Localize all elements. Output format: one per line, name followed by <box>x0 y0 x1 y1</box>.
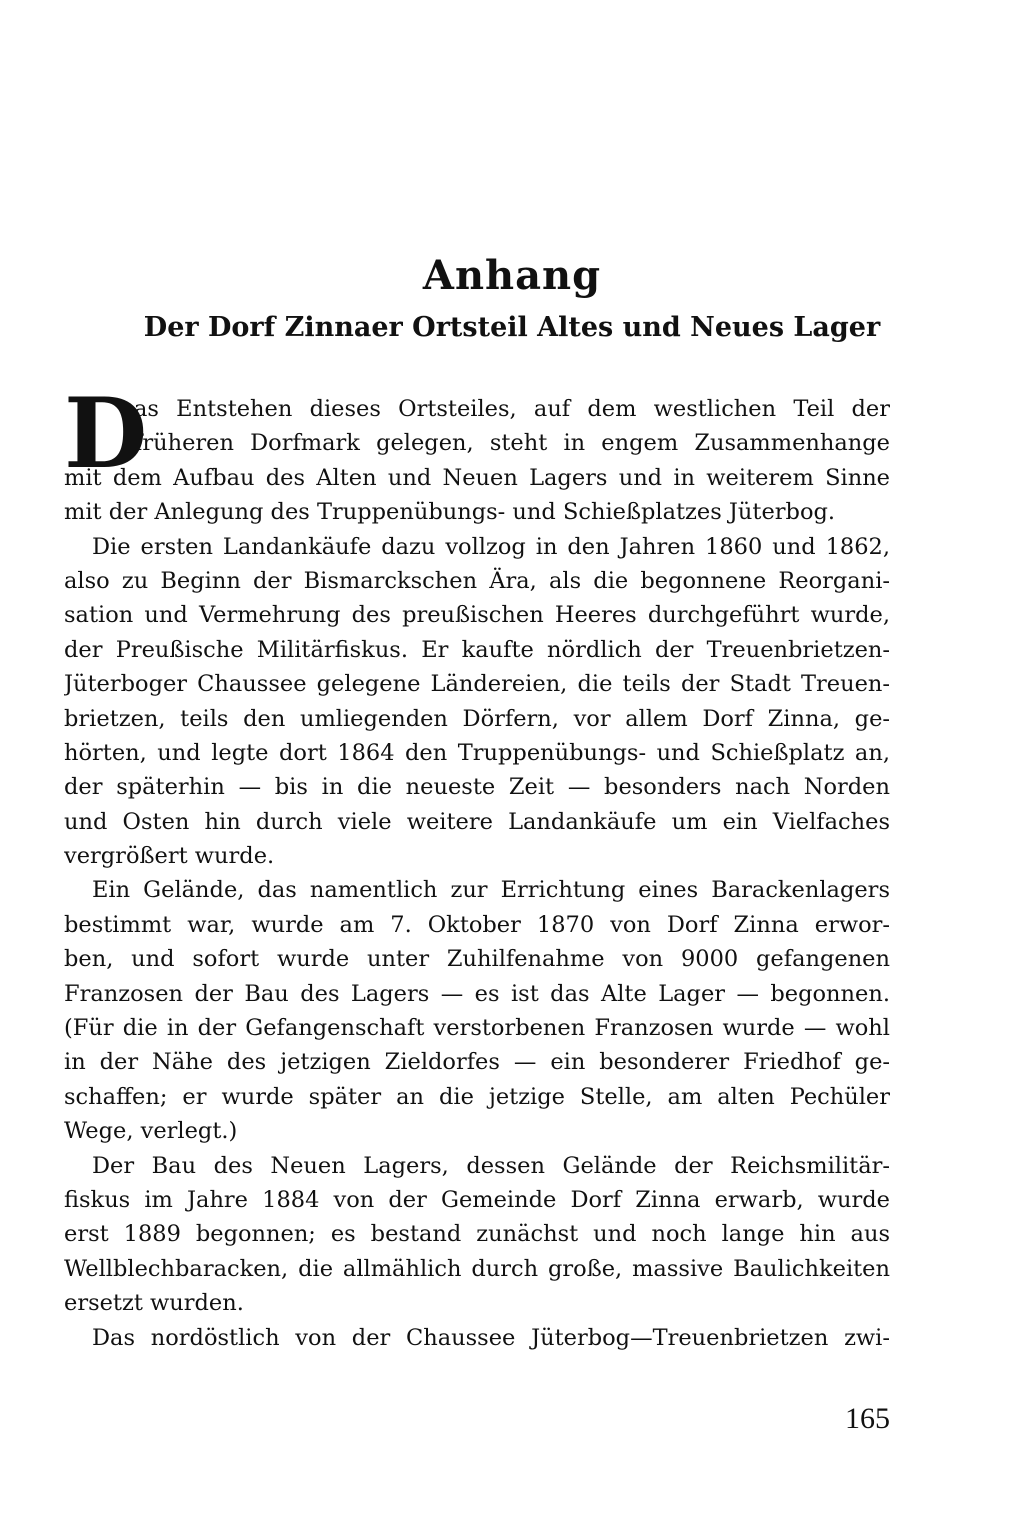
drop-cap: D <box>64 377 148 490</box>
text-line: Wellblechbaracken, die allmählich durch große, massive Baulichkeiten <box>64 1255 890 1282</box>
text-line: mit dem Aufbau des Alten und Neuen Lagers und in weiterem Sinne <box>64 464 890 491</box>
text-line: früheren Dorfmark gelegen, steht in engem Zusammenhange <box>134 430 890 457</box>
text-line: bestimmt war, wurde am 7. Oktober 1870 von Dorf Zinna erwor- <box>64 911 890 938</box>
text-line: der Preußische Militärfiskus. Er kaufte nördlich der Treuenbrietzen- <box>64 636 890 663</box>
text-line: Ein Gelände, das namentlich zur Errichtung eines Barackenlagers <box>92 877 890 904</box>
page-subtitle: Der Dorf Zinnaer Ortsteil Altes und Neues Lager <box>143 312 881 343</box>
text-line: sation und Vermehrung des preußischen Heeres durchgeführt wurde, <box>64 602 890 629</box>
text-line: in der Nähe des jetzigen Zieldorfes — ein besonderer Friedhof ge- <box>64 1049 890 1076</box>
text-line: (Für die in der Gefangenschaft verstorbenen Franzosen wurde — wohl <box>64 1015 890 1042</box>
text-line: der späterhin — bis in die neueste Zeit — besonders nach Norden <box>64 774 890 801</box>
text-line: vergrößert wurde. <box>64 843 275 870</box>
text-line: Franzosen der Bau des Lagers — es ist das Alte Lager — begonnen. <box>64 980 890 1007</box>
text-line: ersetzt wurden. <box>64 1290 244 1317</box>
text-line: Wege, verlegt.) <box>64 1118 238 1145</box>
text-line: Jüterboger Chaussee gelegene Ländereien, die teils der Stadt Treuen- <box>64 671 890 698</box>
body-text <box>64 377 890 1355</box>
text-line: fiskus im Jahre 1884 von der Gemeinde Dorf Zinna erwarb, wurde <box>64 1186 890 1213</box>
text-line: as Entstehen dieses Ortsteiles, auf dem westlichen Teil der <box>134 396 890 422</box>
text-line: mit der Anlegung des Truppenübungs- und Schießplatzes Jüterbog. <box>64 499 836 526</box>
page-title: Anhang <box>422 252 602 299</box>
text-line: hörten, und legte dort 1864 den Truppenübungs- und Schießplatz an, <box>64 739 890 766</box>
text-line: und Osten hin durch viele weitere Landankäufe um ein Vielfaches <box>64 808 890 835</box>
text-line: Die ersten Landankäufe dazu vollzog in den Jahren 1860 und 1862, <box>92 533 890 560</box>
text-line: ben, und sofort wurde unter Zuhilfenahme von 9000 gefangenen <box>64 946 890 973</box>
text-line: Der Bau des Neuen Lagers, dessen Gelände der Reichsmilitär- <box>92 1152 890 1179</box>
text-line: Das nordöstlich von der Chaussee Jüterbog—Treuenbrietzen zwi- <box>92 1324 890 1351</box>
text-line: also zu Beginn der Bismarckschen Ära, als die begonnene Reorgani- <box>64 567 890 594</box>
text-line: schaffen; er wurde später an die jetzige Stelle, am alten Pechüler <box>64 1083 890 1110</box>
text-line: erst 1889 begonnen; es bestand zunächst und noch lange hin aus <box>64 1221 890 1248</box>
page-number: 165 <box>845 1402 890 1435</box>
text-line: brietzen, teils den umliegenden Dörfern, vor allem Dorf Zinna, ge- <box>64 705 890 732</box>
